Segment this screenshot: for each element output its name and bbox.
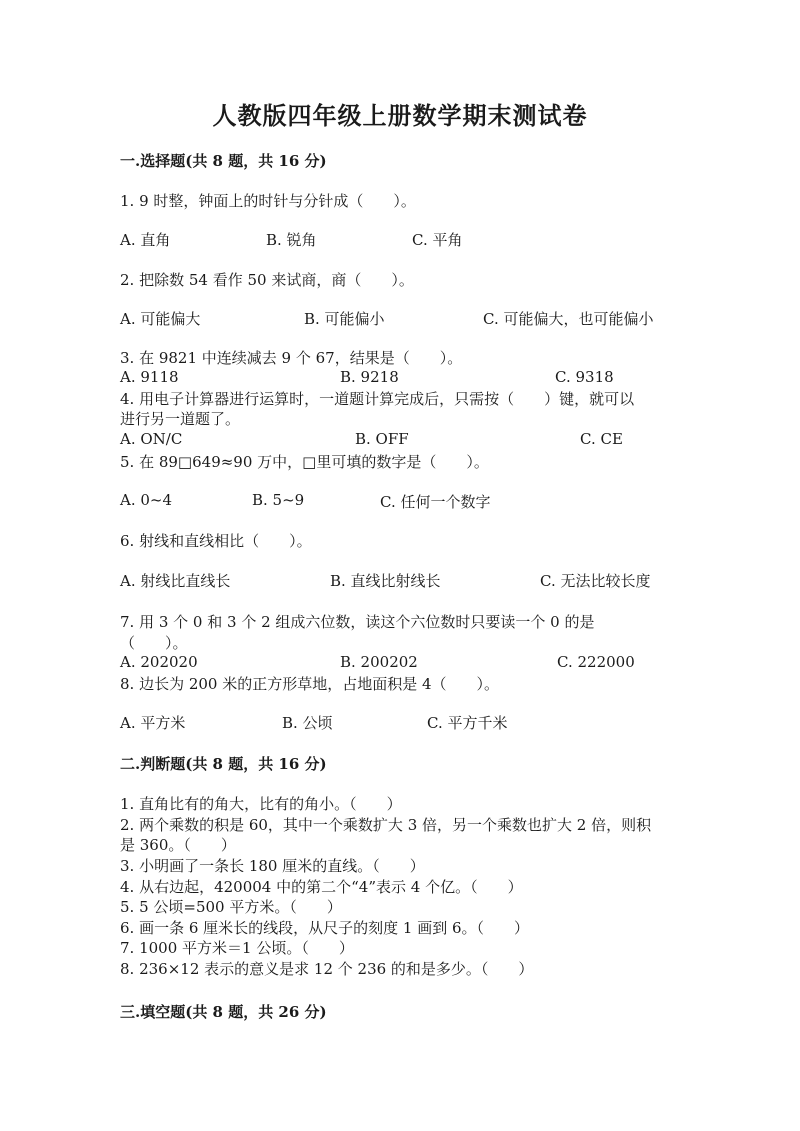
section-heading-fill-in: 三.填空题(共 8 题，共 26 分) bbox=[120, 1003, 327, 1021]
option-c: C. 任何一个数字 bbox=[380, 493, 491, 511]
option-b: B. 5~9 bbox=[252, 491, 305, 509]
option-c: C. 无法比较长度 bbox=[540, 572, 651, 590]
option-b: B. 9218 bbox=[340, 368, 399, 386]
option-c: C. 可能偏大，也可能偏小 bbox=[483, 310, 654, 328]
option-b: B. OFF bbox=[355, 430, 409, 448]
option-a: A. 可能偏大 bbox=[120, 310, 201, 328]
option-b: B. 可能偏小 bbox=[304, 310, 385, 328]
section-heading-true-false: 二.判断题(共 8 题，共 16 分) bbox=[120, 755, 327, 773]
option-c: C. CE bbox=[580, 430, 623, 448]
option-a: A. 9118 bbox=[120, 368, 179, 386]
option-b: B. 直线比射线长 bbox=[330, 572, 441, 590]
statement-line: 2. 两个乘数的积是 60，其中一个乘数扩大 3 倍，另一个乘数也扩大 2 倍，则积 bbox=[120, 816, 652, 834]
question-stem: 8. 边长为 200 米的正方形草地，占地面积是 4（ ）。 bbox=[120, 675, 500, 693]
section-heading-choice: 一.选择题(共 8 题，共 16 分) bbox=[120, 152, 327, 170]
question-stem: 1. 9 时整，钟面上的时针与分针成（ ）。 bbox=[120, 192, 416, 210]
statement-line: 1. 直角比有的角大，比有的角小。（ ） bbox=[120, 795, 402, 813]
question-stem: 7. 用 3 个 0 和 3 个 2 组成六位数，读这个六位数时只要读一个 0 的是 bbox=[120, 613, 595, 631]
statement-line: 3. 小明画了一条长 180 厘米的直线。（ ） bbox=[120, 857, 425, 875]
option-c: C. 222000 bbox=[557, 653, 635, 671]
statement-line: 5. 5 公顷=500 平方米。（ ） bbox=[120, 898, 342, 916]
statement-line: 是 360。（ ） bbox=[120, 836, 236, 854]
option-a: A. 射线比直线长 bbox=[120, 572, 231, 590]
option-b: B. 200202 bbox=[340, 653, 418, 671]
question-stem-continued: 进行另一道题了。 bbox=[120, 410, 241, 428]
option-b: B. 锐角 bbox=[266, 231, 317, 249]
question-stem: 4. 用电子计算器进行运算时，一道题计算完成后，只需按（ ）键，就可以 bbox=[120, 390, 635, 408]
option-c: C. 9318 bbox=[555, 368, 614, 386]
exam-title: 人教版四年级上册数学期末测试卷 bbox=[212, 101, 588, 130]
question-stem: 5. 在 89□649≈90 万中，□里可填的数字是（ ）。 bbox=[120, 453, 489, 471]
option-c: C. 平角 bbox=[412, 231, 463, 249]
statement-line: 6. 画一条 6 厘米长的线段，从尺子的刻度 1 画到 6。（ ） bbox=[120, 919, 530, 937]
option-c: C. 平方千米 bbox=[427, 714, 508, 732]
option-a: A. 平方米 bbox=[120, 714, 186, 732]
question-stem-continued: （ ）。 bbox=[120, 634, 188, 652]
option-a: A. 202020 bbox=[120, 653, 198, 671]
question-stem: 3. 在 9821 中连续减去 9 个 67，结果是（ ）。 bbox=[120, 349, 463, 367]
statement-line: 4. 从右边起，420004 中的第二个“4”表示 4 个亿。（ ） bbox=[120, 878, 523, 896]
option-a: A. ON/C bbox=[120, 430, 183, 448]
question-stem: 2. 把除数 54 看作 50 来试商，商（ ）。 bbox=[120, 271, 414, 289]
option-a: A. 直角 bbox=[120, 231, 171, 249]
option-a: A. 0~4 bbox=[120, 491, 173, 509]
option-b: B. 公顷 bbox=[282, 714, 333, 732]
statement-line: 7. 1000 平方米＝1 公顷。（ ） bbox=[120, 939, 354, 957]
question-stem: 6. 射线和直线相比（ ）。 bbox=[120, 532, 312, 550]
statement-line: 8. 236×12 表示的意义是求 12 个 236 的和是多少。（ ） bbox=[120, 960, 534, 978]
